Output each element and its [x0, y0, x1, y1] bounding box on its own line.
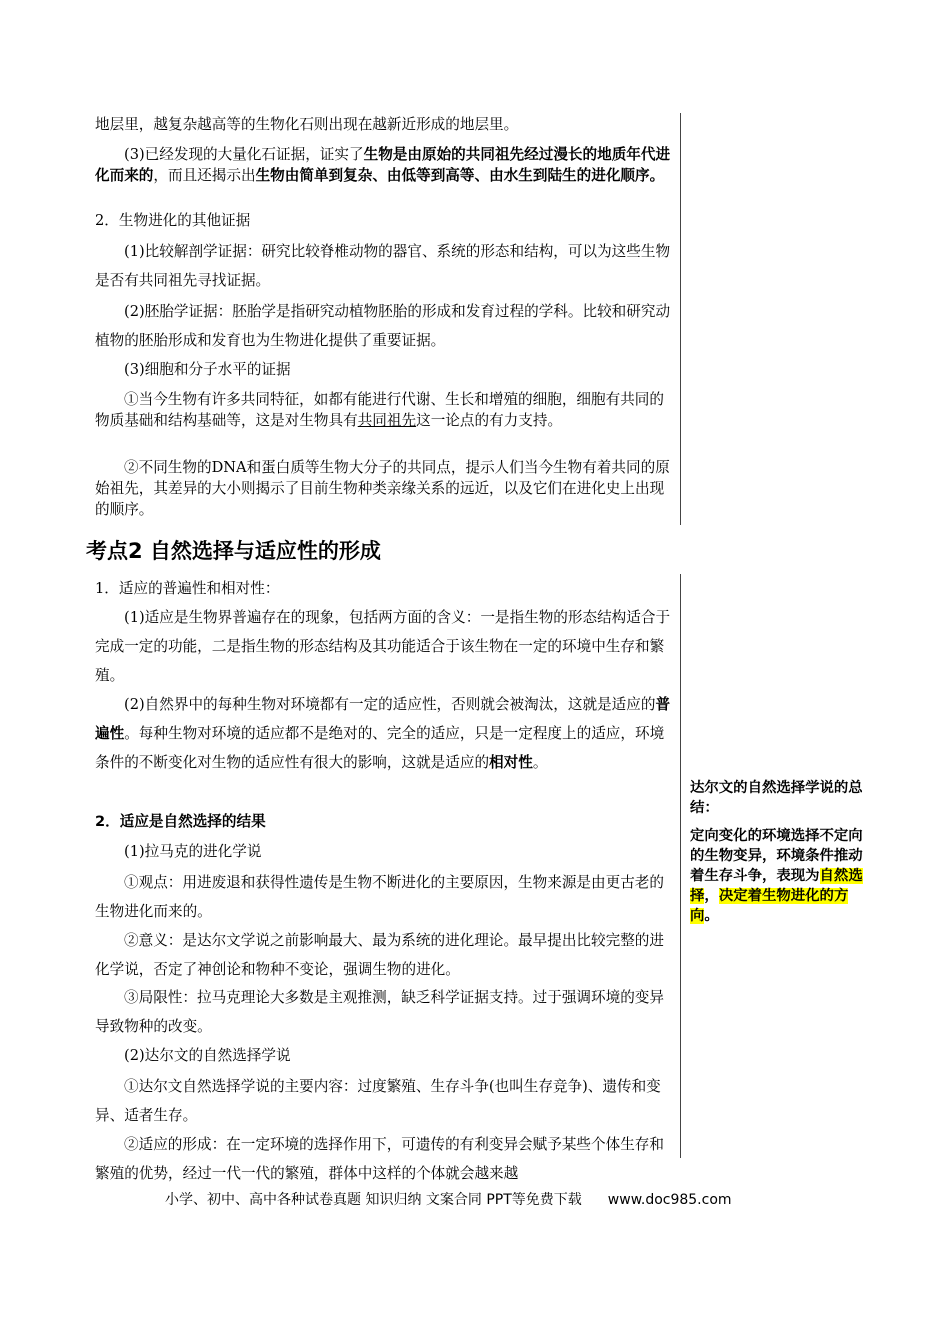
text: ，而且还揭示出 [153, 167, 256, 184]
paragraph: ①达尔文自然选择学说的主要内容：过度繁殖、生存斗争(也叫生存竞争)、遗传和变异、适者生存。 [95, 1078, 661, 1124]
paragraph: (3)细胞和分子水平的证据 [124, 361, 291, 378]
sidebar-title: 达尔文的自然选择学说的总结： [690, 780, 863, 816]
subheading: 2．适应是自然选择的结果 [95, 813, 266, 830]
text: 。 [532, 754, 548, 771]
highlighted-text: 决定着生物进化的方向 [690, 888, 849, 924]
paragraph: ②适应的形成：在一定环境的选择作用下，可遗传的有利变异会赋予某些个体生存和繁殖的优势，经过一代一代的繁殖，群体中这样的个体就会越来越 [95, 1136, 664, 1182]
sidebar-note [690, 826, 865, 926]
text: (2)自然界中的每种生物对环境都有一定的适应性，否则就会被淘汰，这就是适应的 [124, 696, 656, 713]
paragraph: (1)拉马克的进化学说 [124, 843, 262, 860]
margin-rule-bottom [680, 574, 681, 1158]
subheading: 1．适应的普遍性和相对性： [95, 580, 280, 597]
footer-text: 小学、初中、高中各种试卷真题 知识归纳 文案合同 PPT等免费下载 [165, 1192, 582, 1208]
paragraph: ③局限性：拉马克理论大多数是主观推测，缺乏科学证据支持。过于强调环境的变异导致物种的改变。 [95, 989, 664, 1035]
section-heading: 考点2 自然选择与适应性的形成 [86, 539, 381, 563]
bold-text: 相对性 [489, 754, 533, 771]
paragraph: ②不同生物的DNA和蛋白质等生物大分子的共同点，提示人们当今生物有着共同的原始祖先，其差异的大小则揭示了目前生物种类亲缘关系的远近，以及它们在进化史上出现的顺序。 [95, 459, 670, 518]
text-line: 地层里，越复杂越高等的生物化石则出现在越新近形成的地层里。 [95, 116, 519, 133]
paragraph: ②意义：是达尔文学说之前影响最大、最为系统的进化理论。最早提出比较完整的进化学说，否定了神创论和物种不变论，强调生物的进化。 [95, 932, 664, 978]
footer-url[interactable]: www.doc985.com [607, 1192, 732, 1208]
paragraph: (2)胚胎学证据：胚胎学是指研究动植物胚胎的形成和发育过程的学科。比较和研究动植物的胚胎形成和发育也为生物进化提供了重要证据。 [95, 303, 671, 349]
margin-rule-top [680, 113, 681, 525]
paragraph: (1)比较解剖学证据：研究比较脊椎动物的器官、系统的形态和结构，可以为这些生物是否有共同祖先寻找证据。 [95, 243, 671, 289]
paragraph: ①观点：用进废退和获得性遗传是生物不断进化的主要原因，生物来源是由更古老的生物进化而来的。 [95, 874, 664, 920]
fossil-evidence-paragraph [95, 144, 673, 186]
bold-text: 普遍性 [95, 696, 671, 742]
underlined-text: 共同祖先 [357, 412, 417, 429]
paragraph [95, 389, 673, 431]
text: (3)已经发现的大量化石证据，证实了 [124, 146, 364, 163]
text: 这一论点的有力支持。 [416, 412, 563, 429]
bold-text: 生物由简单到复杂、由低等到高等、由水生到陆生的进化顺序。 [255, 167, 665, 184]
paragraph [95, 690, 673, 777]
paragraph: (2)达尔文的自然选择学说 [124, 1047, 291, 1064]
footer [165, 1189, 732, 1211]
highlighted-text: 自然选择 [690, 868, 863, 904]
text: 定向变化的环境选择不定向的生物变异，环境条件推动着生存斗争，表现为 [690, 828, 863, 884]
text: ①当今生物有许多共同特征，如都有能进行代谢、生长和增殖的细胞，细胞有共同的物质基础和结构基础等，这是对生物具有 [95, 391, 664, 429]
subheading: 2．生物进化的其他证据 [95, 212, 251, 229]
text: 。 [704, 908, 719, 924]
text: ， [704, 888, 719, 904]
text: 。每种生物对环境的适应都不是绝对的、完全的适应，只是一定程度上的适应，环境条件的不断变化对生物的适应性有很大的影响，这就是适应的 [95, 725, 665, 771]
bold-text: 生物是由原始的共同祖先经过漫长的地质年代进化而来的 [95, 146, 671, 184]
paragraph: (1)适应是生物界普遍存在的现象，包括两方面的含义：一是指生物的形态结构适合于完成一定的功能，二是指生物的形态结构及其功能适合于该生物在一定的环境中生存和繁殖。 [95, 609, 671, 684]
